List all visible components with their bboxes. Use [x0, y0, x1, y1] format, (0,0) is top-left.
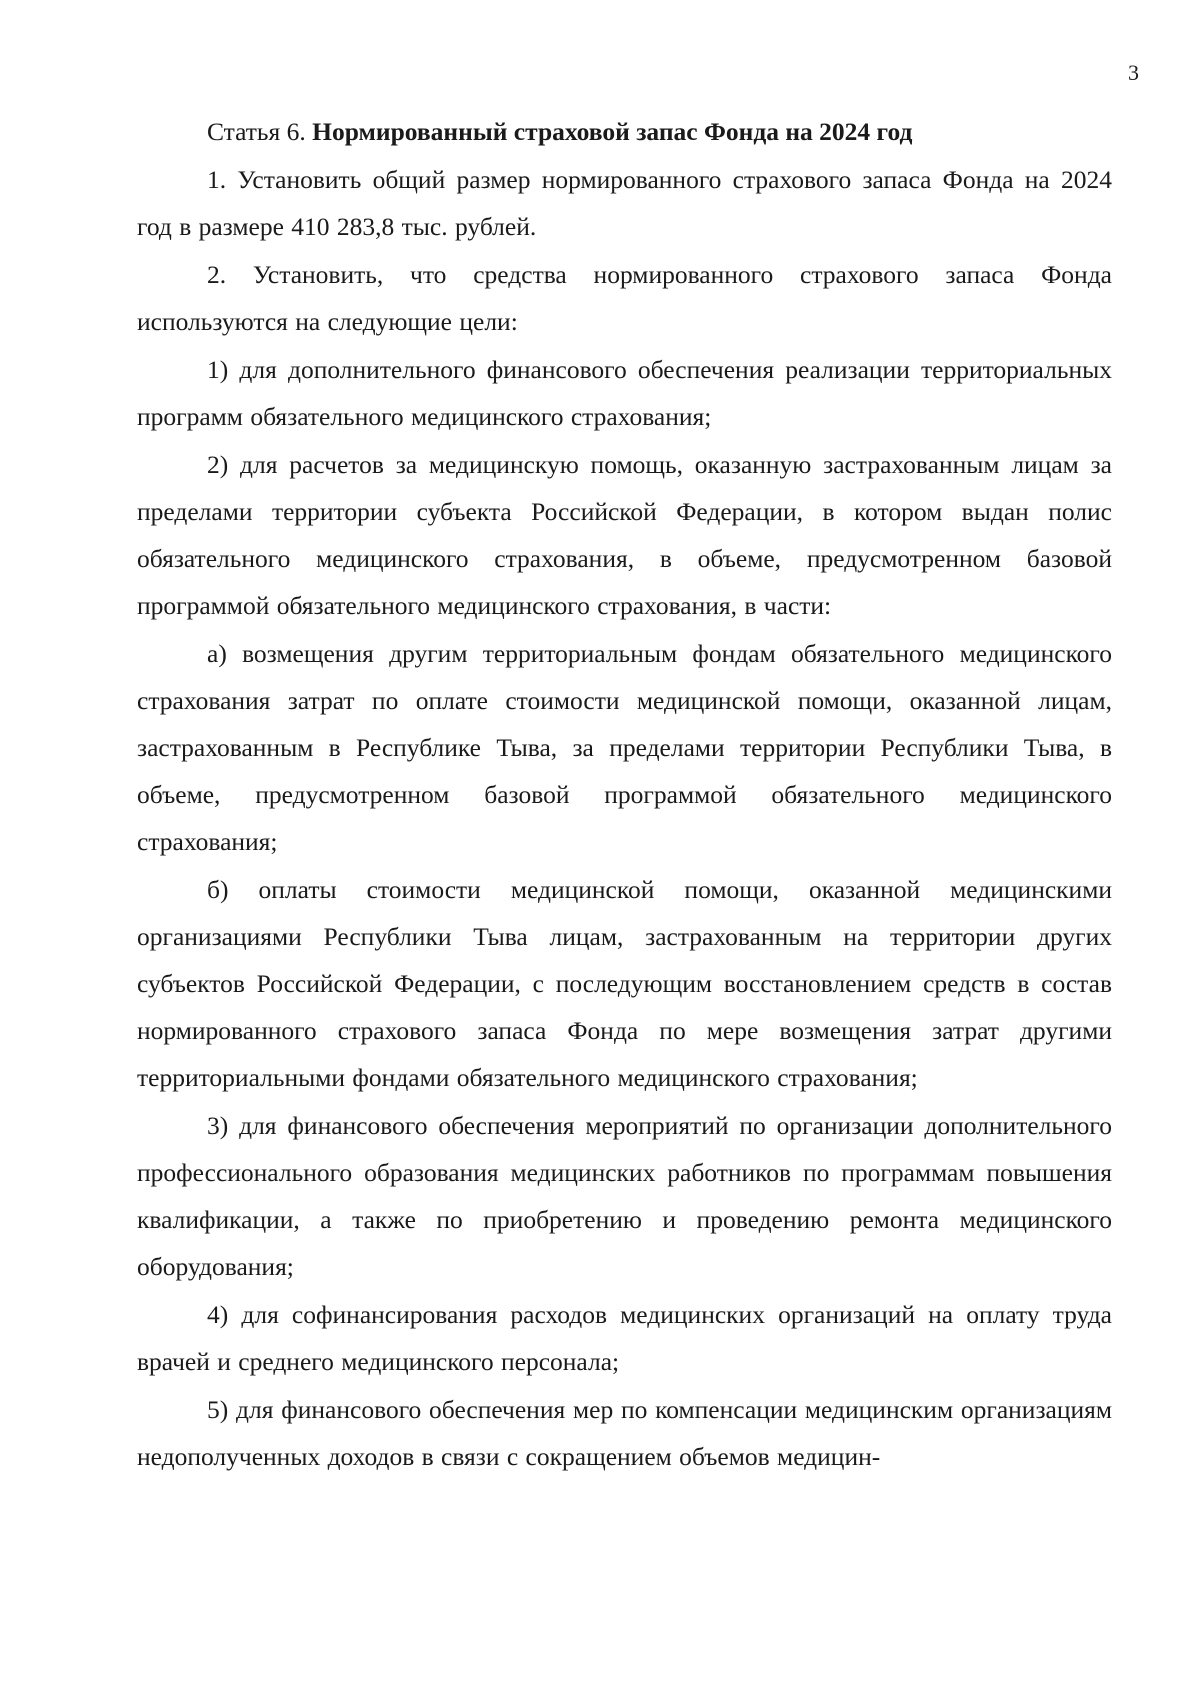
paragraph-item-3: 3) для финансового обеспечения мероприятий по организации дополнительного профессионального образования медицинских работников по программам повышения квалификации, а также по приобретению и проведению ремонта медицинского оборудования; [137, 1111, 1112, 1281]
article-heading [137, 108, 1112, 155]
paragraph-2: 2. Установить, что средства нормированного страхового запаса Фонда используются на следующие цели: [137, 260, 1112, 336]
paragraph-item-2a: а) возмещения другим территориальным фондам обязательного медицинского страхования затрат по оплате стоимости медицинской помощи, оказанной лицам, застрахованным в Республике Тыва, за пределами территории Республики Тыва, в объеме, предусмотренном базовой программой обязательного медицинского страхования; [137, 639, 1112, 856]
page-number: 3 [1128, 60, 1139, 85]
article-label: Статья 6. [207, 117, 306, 146]
article-title: Нормированный страховой запас Фонда на 2024 год [312, 117, 913, 146]
document-body [137, 108, 1112, 1481]
paragraph-item-2: 2) для расчетов за медицинскую помощь, оказанную застрахованным лицам за пределами территории субъекта Российской Федерации, в котором выдан полис обязательного медицинского страхования, в объеме, предусмотренном базовой программой обязательного медицинского страхования, в части: [137, 450, 1112, 620]
paragraph-item-2b: б) оплаты стоимости медицинской помощи, оказанной медицинскими организациями Республики Тыва лицам, застрахованным на территории других субъектов Российской Федерации, с последующим восстановлением средств в состав нормированного страхового запаса Фонда по мере возмещения затрат другими территориальными фондами обязательного медицинского страхования; [137, 875, 1112, 1092]
paragraph-1: 1. Установить общий размер нормированного страхового запаса Фонда на 2024 год в размере 410 283,8 тыс. рублей. [137, 165, 1112, 241]
paragraph-item-1: 1) для дополнительного финансового обеспечения реализации территориальных программ обязательного медицинского страхования; [137, 355, 1112, 431]
paragraph-item-5: 5) для финансового обеспечения мер по компенсации медицинским организациям недополученных доходов в связи с сокращением объемов медицин- [137, 1395, 1112, 1471]
paragraph-item-4: 4) для софинансирования расходов медицинских организаций на оплату труда врачей и среднего медицинского персонала; [137, 1300, 1112, 1376]
